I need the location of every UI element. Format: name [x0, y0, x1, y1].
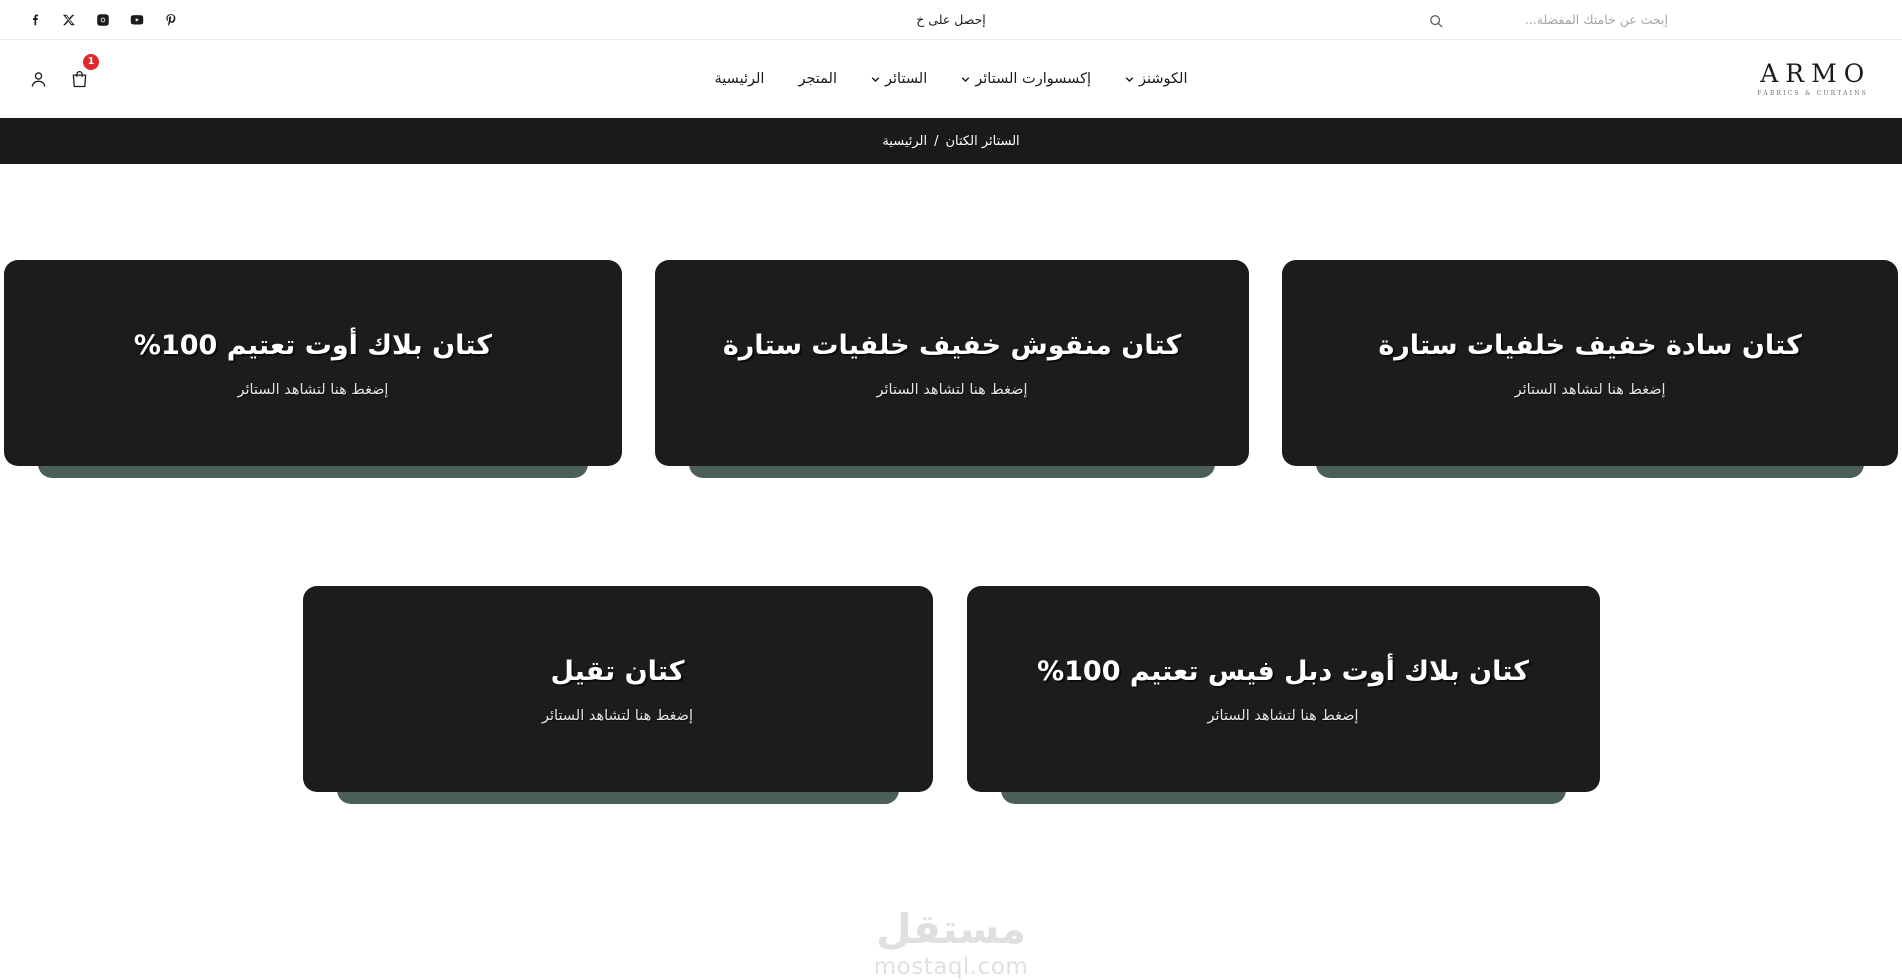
- nav-label: إكسسوارت الستائر: [975, 71, 1092, 87]
- card-title: كتان بلاك أوت تعتيم 100%: [133, 330, 492, 362]
- category-card[interactable]: [4, 260, 622, 466]
- top-utility-bar: [0, 0, 1902, 40]
- nav-item-shop[interactable]: [798, 71, 837, 87]
- category-card[interactable]: [967, 586, 1600, 792]
- site-header: [0, 40, 1902, 118]
- watermark: [873, 905, 1029, 980]
- nav-item-cushions[interactable]: [1125, 71, 1187, 87]
- x-twitter-icon[interactable]: [62, 13, 76, 27]
- instagram-icon[interactable]: [96, 13, 110, 27]
- category-card[interactable]: [655, 260, 1249, 466]
- promo-message: إحصل على خ: [916, 12, 986, 27]
- shopping-bag-icon: [69, 69, 90, 90]
- search-icon[interactable]: [1429, 13, 1443, 27]
- social-links: [28, 13, 178, 27]
- nav-item-curtains[interactable]: [871, 71, 927, 87]
- card-title: كتان تقيل: [550, 656, 685, 688]
- watermark-arabic: مستقل: [876, 905, 1026, 953]
- card-title: كتان سادة خفيف خلفيات ستارة: [1378, 330, 1802, 362]
- card-panel[interactable]: [967, 586, 1600, 792]
- pinterest-icon[interactable]: [164, 13, 178, 27]
- cart-button[interactable]: [69, 55, 95, 90]
- logo-tagline: FABRICS & CURTAINS: [1757, 90, 1868, 97]
- youtube-icon[interactable]: [130, 13, 144, 27]
- site-logo[interactable]: [1757, 61, 1874, 97]
- category-card[interactable]: [303, 586, 933, 792]
- chevron-down-icon[interactable]: [961, 77, 969, 82]
- logo-wordmark: ARMO: [1760, 59, 1872, 88]
- category-card[interactable]: [1282, 260, 1898, 466]
- cart-count-badge: 1: [83, 54, 99, 70]
- chevron-down-icon[interactable]: [871, 77, 879, 82]
- card-cta: إضغط هنا لتشاهد الستائر: [1514, 381, 1666, 398]
- nav-label: المتجر: [798, 71, 838, 87]
- breadcrumb-current: الستائر الكتان: [945, 133, 1020, 149]
- category-row-2: [0, 586, 1902, 792]
- nav-item-home[interactable]: [714, 71, 764, 87]
- chevron-down-icon[interactable]: [1125, 77, 1133, 82]
- card-panel[interactable]: [655, 260, 1249, 466]
- card-cta: إضغط هنا لتشاهد الستائر: [876, 381, 1028, 398]
- breadcrumb: [0, 118, 1902, 164]
- card-panel[interactable]: [303, 586, 933, 792]
- card-panel[interactable]: [4, 260, 622, 466]
- header-actions: [28, 55, 95, 90]
- category-row-1: [0, 260, 1902, 466]
- nav-label: الكوشنز: [1139, 71, 1188, 87]
- card-title: كتان بلاك أوت دبل فيس تعتيم 100%: [1037, 656, 1529, 688]
- card-panel[interactable]: [1282, 260, 1898, 466]
- breadcrumb-separator: /: [934, 133, 939, 149]
- user-account-icon: [28, 69, 49, 90]
- account-button[interactable]: [28, 69, 49, 90]
- nav-label: الستائر: [885, 71, 928, 87]
- search-input[interactable]: [1453, 12, 1668, 27]
- main-navigation: [714, 71, 1187, 87]
- facebook-icon[interactable]: [28, 13, 42, 27]
- card-title: كتان منقوش خفيف خلفيات ستارة: [722, 330, 1182, 362]
- category-grid: [0, 164, 1902, 980]
- nav-label: الرئيسية: [714, 71, 765, 87]
- watermark-domain: mostaql.com: [873, 954, 1029, 980]
- card-cta: إضغط هنا لتشاهد الستائر: [237, 381, 389, 398]
- search-box[interactable]: [1429, 12, 1679, 27]
- card-cta: إضغط هنا لتشاهد الستائر: [542, 707, 693, 724]
- card-cta: إضغط هنا لتشاهد الستائر: [1207, 707, 1359, 724]
- nav-item-curtain-accessories[interactable]: [961, 71, 1091, 87]
- breadcrumb-home[interactable]: الرئيسية: [882, 133, 928, 149]
